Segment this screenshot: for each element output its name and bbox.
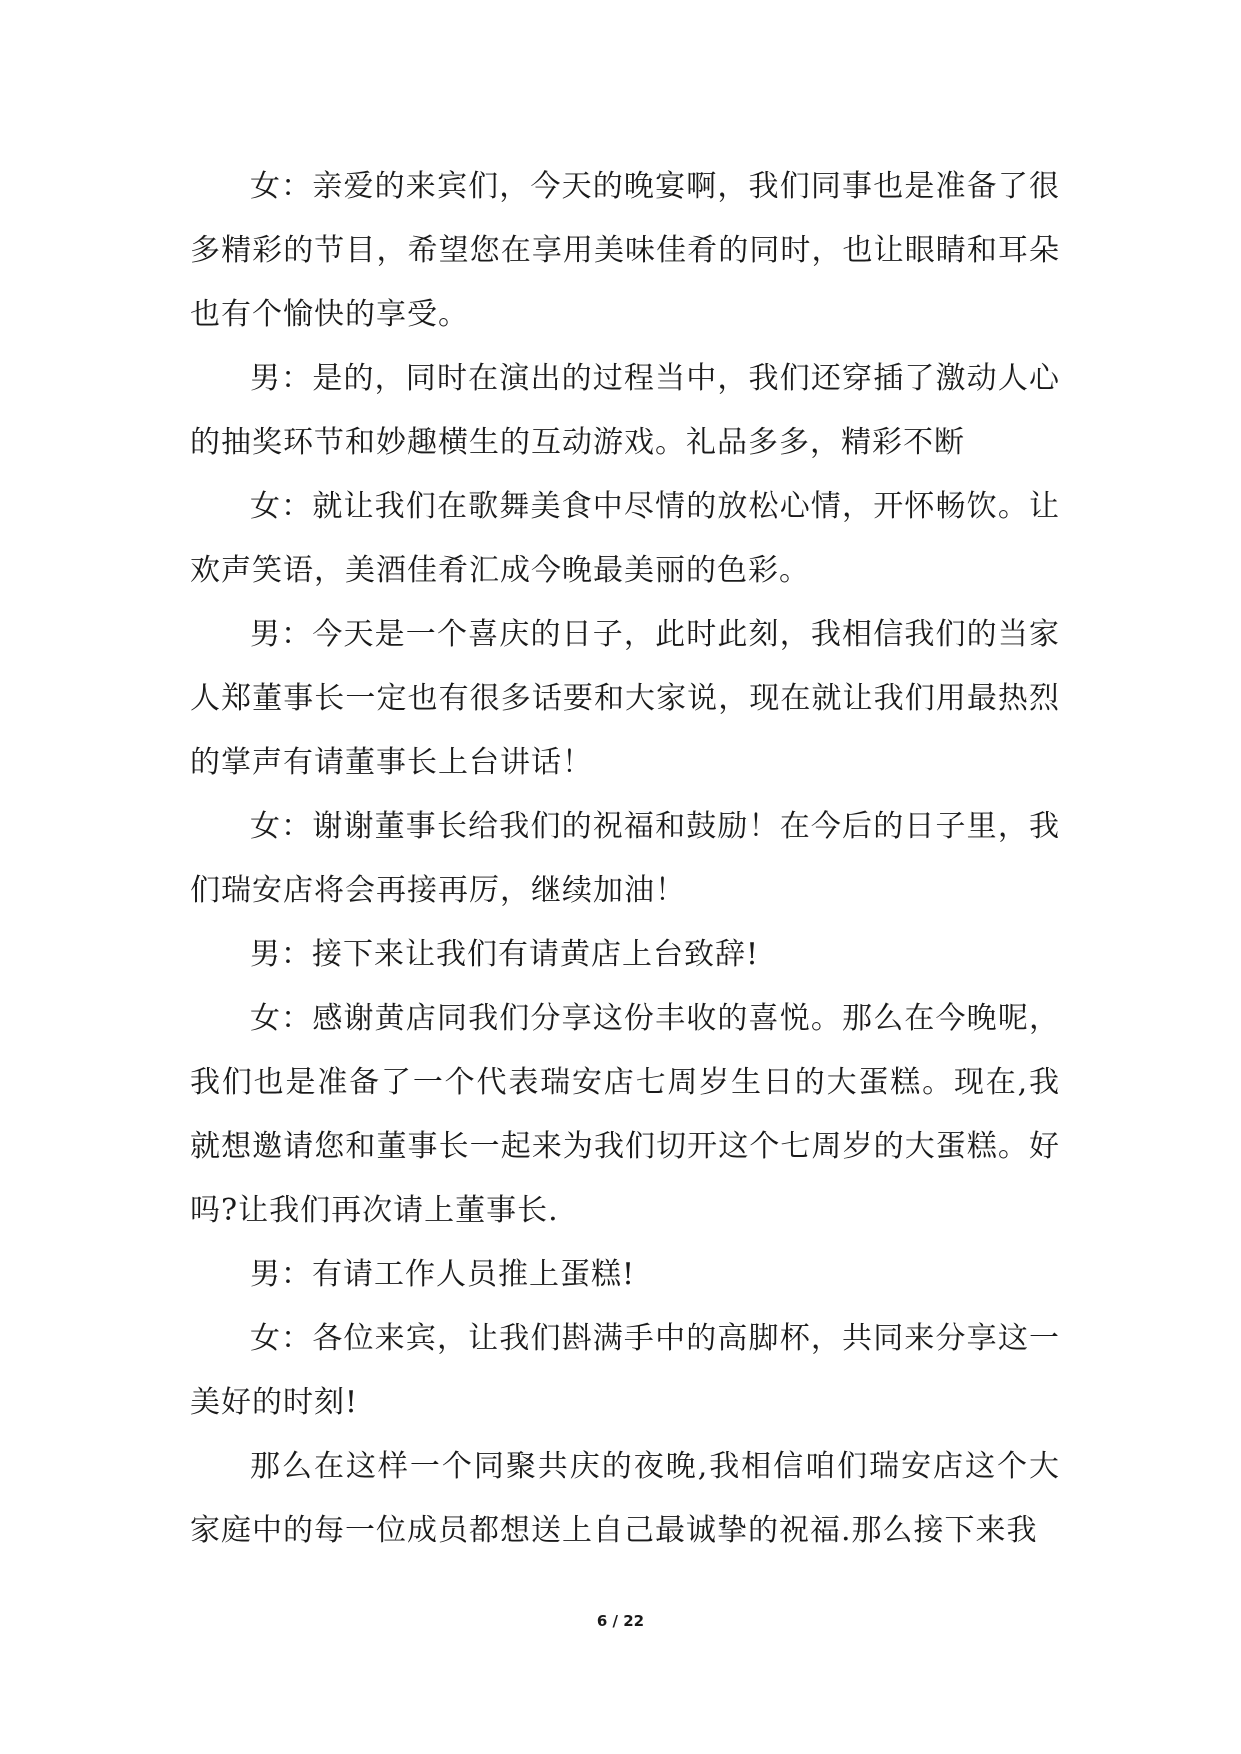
page-number: 6 / 22 <box>596 1612 645 1630</box>
paragraph-10: 那么在这样一个同聚共庆的夜晚,我相信咱们瑞安店这个大家庭中的每一位成员都想送上自己最诚挚的祝福.那么接下来我 <box>190 1449 1060 1548</box>
paragraph-9: 女：各位来宾，让我们斟满手中的高脚杯，共同来分享这一美好的时刻! <box>190 1321 1060 1420</box>
paragraph-3: 女：就让我们在歌舞美食中尽情的放松心情，开怀畅饮。让欢声笑语，美酒佳肴汇成今晚最美丽的色彩。 <box>190 489 1060 588</box>
paragraph-8: 男：有请工作人员推上蛋糕! <box>250 1257 636 1292</box>
paragraph-2: 男：是的，同时在演出的过程当中，我们还穿插了激动人心的抽奖环节和妙趣横生的互动游戏。礼品多多，精彩不断 <box>190 361 1060 460</box>
paragraph-1: 女：亲爱的来宾们，今天的晚宴啊，我们同事也是准备了很多精彩的节目，希望您在享用美味佳肴的同时，也让眼睛和耳朵也有个愉快的享受。 <box>190 169 1060 332</box>
paragraph-7: 女：感谢黄店同我们分享这份丰收的喜悦。那么在今晚呢，我们也是准备了一个代表瑞安店七周岁生日的大蛋糕。现在,我就想邀请您和董事长一起来为我们切开这个七周岁的大蛋糕。好吗?让我们再次请上董事长. <box>190 1001 1060 1228</box>
paragraph-6: 男：接下来让我们有请黄店上台致辞! <box>250 937 760 972</box>
document-body <box>190 155 1060 1563</box>
paragraph-5: 女：谢谢董事长给我们的祝福和鼓励！在今后的日子里，我们瑞安店将会再接再厉，继续加油！ <box>190 809 1060 908</box>
paragraph-4: 男：今天是一个喜庆的日子，此时此刻，我相信我们的当家人郑董事长一定也有很多话要和大家说，现在就让我们用最热烈的掌声有请董事长上台讲话！ <box>190 617 1060 780</box>
